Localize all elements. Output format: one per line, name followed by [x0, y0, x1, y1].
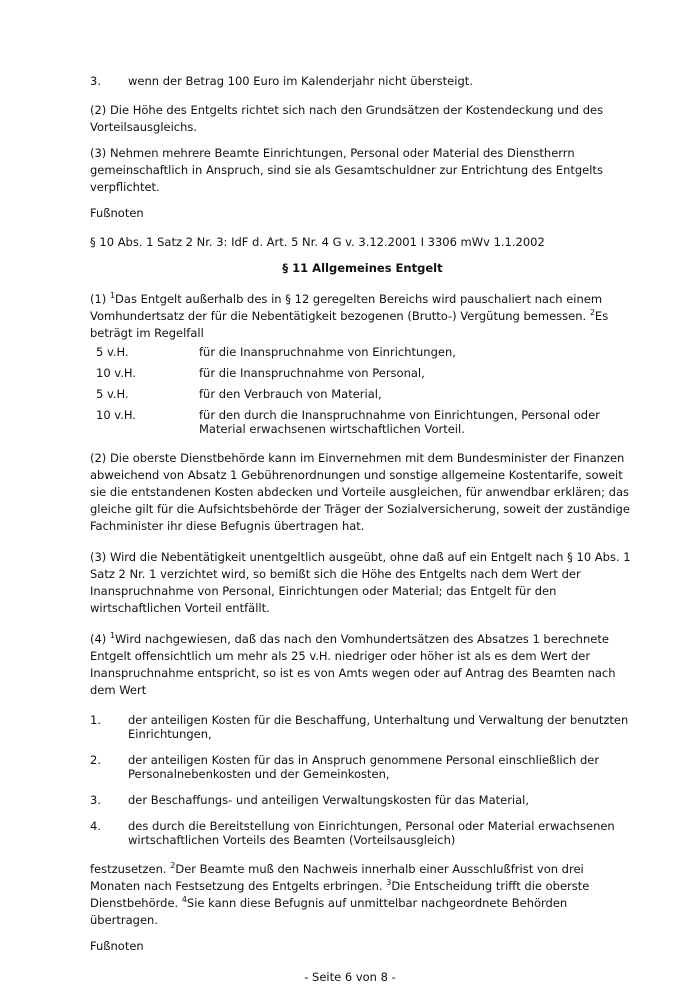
rate-description: für die Inanspruchnahme von Personal,: [199, 366, 425, 380]
footnotes-label: Fußnoten: [90, 206, 144, 220]
sentence-number: 4: [181, 895, 187, 904]
page-content: [90, 74, 635, 955]
sentence-number: 1: [109, 291, 116, 300]
list-item-text: der Beschaffungs- und anteiligen Verwaltungskosten für das Material,: [128, 793, 530, 807]
sentence-number: 2: [589, 308, 595, 317]
list-item: [90, 793, 635, 807]
rate-percent: 10 v.H.: [96, 408, 136, 422]
sentence-text: Die Entscheidung trifft die oberste Dienstbehörde.: [90, 879, 590, 910]
sentence-text: Es beträgt im Regelfall: [90, 309, 609, 340]
list-item-number: 3.: [90, 74, 101, 88]
section-heading: § 11 Allgemeines Entgelt: [282, 261, 443, 275]
section11-paragraph-4: [90, 631, 635, 699]
sentence-number: 1: [109, 631, 116, 640]
rate-row: [90, 408, 635, 436]
rate-description: für den durch die Inanspruchnahme von Einrichtungen, Personal oder Material erwachsenen wirtschaftlichen Vorteil.: [199, 408, 600, 436]
list-item-text: des durch die Bereitstellung von Einrichtungen, Personal oder Material erwachsenen wirtschaftlichen Vorteils des Beamten (Vorteilsausgleich): [128, 819, 615, 847]
rate-table: [90, 345, 635, 436]
list-item-number: 2.: [90, 753, 101, 767]
page-footer: - Seite 6 von 8 -: [304, 970, 396, 984]
section11-paragraph-1: [90, 291, 635, 342]
footnote-text: § 10 Abs. 1 Satz 2 Nr. 3: IdF d. Art. 5 Nr. 4 G v. 3.12.2001 I 3306 mWv 1.1.2002: [90, 235, 545, 249]
sentence-number: 2: [170, 861, 176, 870]
sentence-text: Wird nachgewiesen, daß das nach den Vomhundertsätzen des Absatzes 1 berechnete Entgelt offensichtlich um mehr als 25 v.H. niedriger oder höher ist als es dem Wert der Inanspruchnahme entspricht, so ist es von Amts wegen oder auf Antrag des Beamten nach dem Wert: [90, 632, 616, 697]
list-item-text: der anteiligen Kosten für das in Anspruch genommene Personal einschließlich der Personalnebenkosten und der Gemeinkosten,: [128, 753, 600, 781]
list-item: [90, 819, 635, 847]
sentence-text: festzusetzen.: [90, 862, 171, 876]
footnotes-label: Fußnoten: [90, 939, 144, 953]
list-item-number: 1.: [90, 713, 101, 727]
paragraph-2: (2) Die Höhe des Entgelts richtet sich nach den Grundsätzen der Kostendeckung und des Vorteilsausgleichs.: [90, 103, 604, 134]
list-item: [90, 713, 635, 741]
rate-description: für den Verbrauch von Material,: [199, 387, 382, 401]
section11-paragraph-3: (3) Wird die Nebentätigkeit unentgeltlich ausgeübt, ohne daß auf ein Entgelt nach § 10 Abs. 1 Satz 2 Nr. 1 verzichtet wird, so bemißt sich die Höhe des Entgelts nach dem Wert der Inanspruchnahme von Personal, Einrichtungen oder Material; das Entgelt für den wirtschaftlichen Vorteil entfällt.: [90, 550, 631, 615]
rate-row: [90, 366, 635, 380]
list-item: [90, 74, 635, 88]
sentence-text: Das Entgelt außerhalb des in § 12 geregelten Bereichs wird pauschaliert nach einem Vomhundertsatz der für die Nebentätigkeit bezogenen (Brutto-) Vergütung bemessen.: [90, 292, 603, 323]
paragraph-number: (1): [90, 292, 110, 306]
rate-percent: 10 v.H.: [96, 366, 136, 380]
rate-row: [90, 345, 635, 359]
list-item-number: 3.: [90, 793, 101, 807]
rate-percent: 5 v.H.: [96, 345, 129, 359]
sentence-text: Der Beamte muß den Nachweis innerhalb einer Ausschlußfrist von drei Monaten nach Festsetzung des Entgelts erbringen.: [90, 862, 584, 893]
sentence-number: 3: [386, 878, 392, 887]
rate-row: [90, 387, 635, 401]
rate-percent: 5 v.H.: [96, 387, 129, 401]
list-item-number: 4.: [90, 819, 101, 833]
closing-paragraph: [90, 861, 635, 929]
list-item-text: der anteiligen Kosten für die Beschaffung, Unterhaltung und Verwaltung der benutzten Einrichtungen,: [128, 713, 629, 741]
sentence-text: Sie kann diese Befugnis auf unmittelbar nachgeordnete Behörden übertragen.: [90, 896, 568, 927]
paragraph-3: (3) Nehmen mehrere Beamte Einrichtungen, Personal oder Material des Dienstherrn gemeinschaftlich in Anspruch, sind sie als Gesamtschuldner zur Entrichtung des Entgelts verpflichtet.: [90, 146, 603, 194]
list-item-text: wenn der Betrag 100 Euro im Kalenderjahr nicht übersteigt.: [128, 74, 473, 88]
paragraph-number: (4): [90, 632, 110, 646]
list-item: [90, 753, 635, 781]
rate-description: für die Inanspruchnahme von Einrichtungen,: [199, 345, 456, 359]
section11-paragraph-2: (2) Die oberste Dienstbehörde kann im Einvernehmen mit dem Bundesminister der Finanzen abweichend von Absatz 1 Gebührenordnungen und sonstige allgemeine Kostentarife, soweit sie die entstandenen Kosten abdecken und Vorteile ausgleichen, für anwendbar erklären; das gleiche gilt für die Aufsichtsbehörde der Träger der Sozialversicherung, soweit der zuständige Fachminister ihr diese Befugnis übertragen hat.: [90, 451, 630, 533]
